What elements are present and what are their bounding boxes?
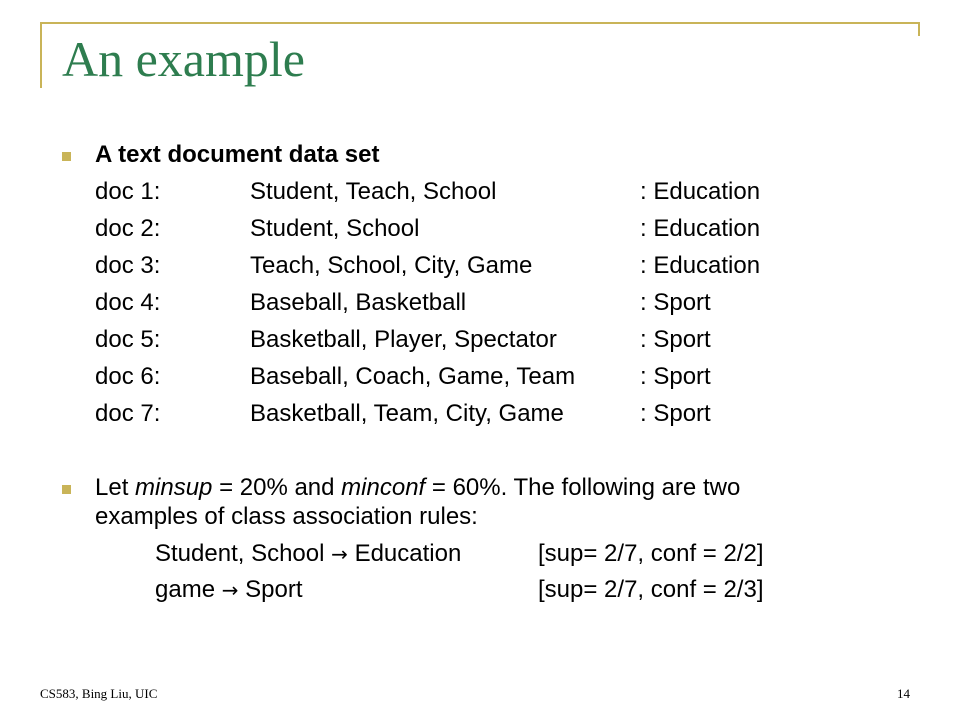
- rule-row: [0, 576, 960, 606]
- footer-course: CS583, Bing Liu, UIC: [40, 686, 158, 701]
- text-minsup-value: = 20% and: [212, 474, 342, 501]
- rule-stats: [sup= 2/7, conf = 2/2]: [538, 540, 764, 567]
- doc-row: [0, 326, 960, 356]
- doc-class: : Sport: [640, 326, 711, 353]
- rule-rhs: Sport: [245, 576, 303, 603]
- bullet-rules-line2: examples of class association rules:: [95, 503, 478, 530]
- doc-words: Basketball, Team, City, Game: [250, 400, 564, 427]
- doc-row: [0, 400, 960, 430]
- doc-words: Baseball, Coach, Game, Team: [250, 363, 576, 390]
- doc-row: [0, 252, 960, 282]
- right-arrow-icon: →: [221, 578, 239, 602]
- frame-left-line: [40, 22, 42, 88]
- rule-expression: [155, 540, 461, 568]
- doc-label: doc 2:: [95, 215, 161, 242]
- rule-lhs: game: [155, 576, 216, 603]
- slide-title: An example: [62, 31, 305, 87]
- doc-label: doc 1:: [95, 178, 161, 205]
- bullet-rules-line1: [95, 474, 740, 502]
- doc-words: Student, School: [250, 215, 420, 242]
- doc-label: doc 5:: [95, 326, 161, 353]
- doc-class: : Education: [640, 178, 761, 205]
- doc-class: : Sport: [640, 289, 711, 316]
- right-arrow-icon: →: [331, 542, 348, 566]
- doc-row: [0, 289, 960, 319]
- rule-lhs: Student, School: [155, 540, 325, 567]
- page-number: 14: [897, 686, 910, 701]
- doc-words: Basketball, Player, Spectator: [250, 326, 557, 353]
- doc-label: doc 3:: [95, 252, 161, 279]
- bullet-dataset-heading: A text document data set: [95, 141, 380, 168]
- doc-words: Student, Teach, School: [250, 178, 497, 205]
- doc-class: : Sport: [640, 363, 711, 390]
- doc-row: [0, 178, 960, 208]
- text-minconf-value: = 60%. The following are two: [425, 474, 741, 501]
- frame-right-tick: [918, 22, 920, 36]
- text-let: Let: [95, 474, 136, 501]
- term-minconf: minconf: [341, 474, 426, 501]
- doc-words: Baseball, Basketball: [250, 289, 467, 316]
- doc-row: [0, 215, 960, 245]
- doc-class: : Education: [640, 215, 761, 242]
- doc-row: [0, 363, 960, 393]
- doc-words: Teach, School, City, Game: [250, 252, 533, 279]
- doc-label: doc 4:: [95, 289, 161, 316]
- doc-class: : Education: [640, 252, 761, 279]
- bullet-square-icon: [62, 485, 71, 494]
- doc-label: doc 6:: [95, 363, 161, 390]
- rule-row: [0, 540, 960, 570]
- rule-rhs: Education: [354, 540, 462, 567]
- doc-label: doc 7:: [95, 400, 161, 427]
- rule-expression: [155, 576, 303, 604]
- bullet-square-icon: [62, 152, 71, 161]
- frame-top-line: [40, 22, 920, 24]
- rule-stats: [sup= 2/7, conf = 2/3]: [538, 576, 764, 603]
- doc-class: : Sport: [640, 400, 711, 427]
- term-minsup: minsup: [135, 474, 213, 501]
